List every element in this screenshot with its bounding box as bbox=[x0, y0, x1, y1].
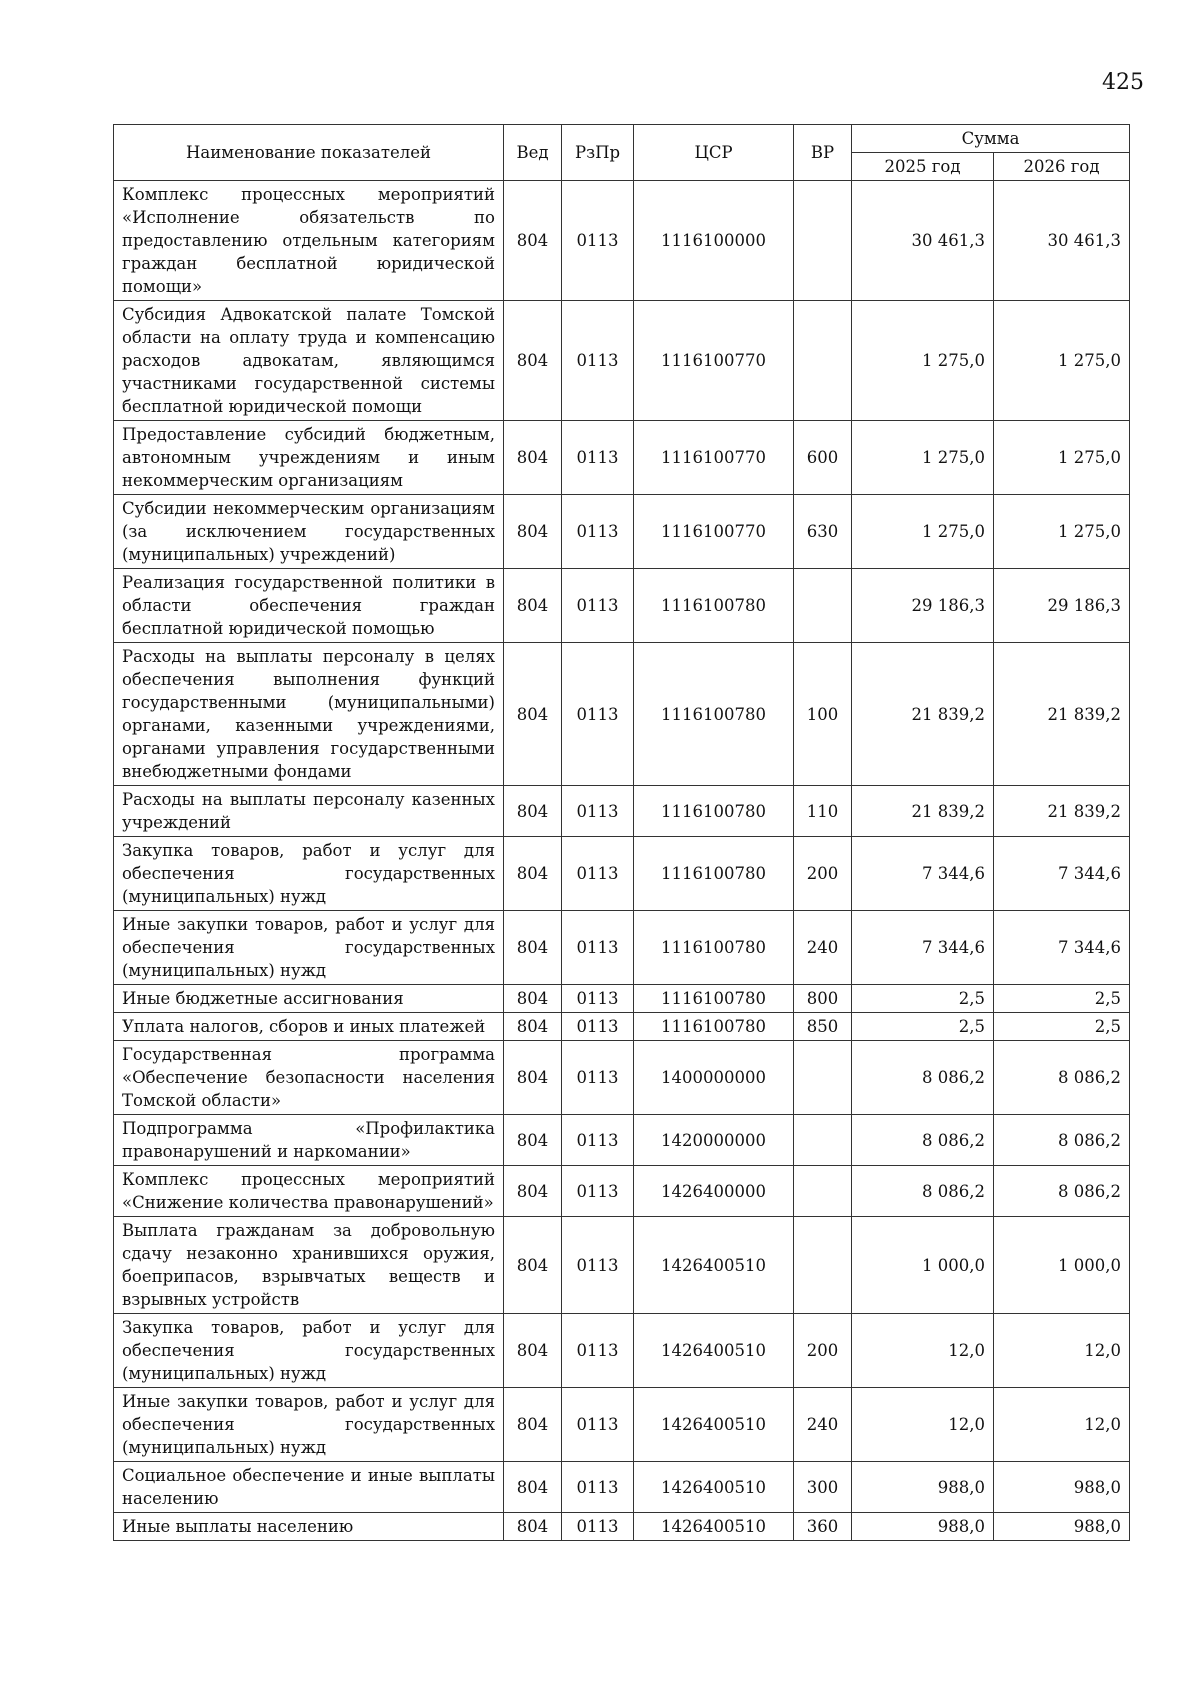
cell-csr: 1116100000 bbox=[634, 181, 794, 301]
cell-rzpr: 0113 bbox=[562, 837, 634, 911]
table-row bbox=[114, 786, 1130, 837]
cell-name: Реализация государственной политики в области обеспечения граждан бесплатной юридической помощью bbox=[114, 569, 504, 643]
cell-y2025: 8 086,2 bbox=[852, 1041, 994, 1115]
header-ved: Вед bbox=[504, 125, 562, 181]
cell-csr: 1116100780 bbox=[634, 643, 794, 786]
table-row bbox=[114, 1388, 1130, 1462]
cell-y2026: 8 086,2 bbox=[994, 1041, 1130, 1115]
cell-y2026: 29 186,3 bbox=[994, 569, 1130, 643]
cell-ved: 804 bbox=[504, 181, 562, 301]
cell-rzpr: 0113 bbox=[562, 301, 634, 421]
header-csr: ЦСР bbox=[634, 125, 794, 181]
cell-y2025: 2,5 bbox=[852, 985, 994, 1013]
table-header bbox=[114, 125, 1130, 181]
cell-name: Закупка товаров, работ и услуг для обеспечения государственных (муниципальных) нужд bbox=[114, 1314, 504, 1388]
cell-csr: 1426400510 bbox=[634, 1388, 794, 1462]
table-body bbox=[114, 181, 1130, 1541]
cell-ved: 804 bbox=[504, 1041, 562, 1115]
table-row bbox=[114, 1314, 1130, 1388]
cell-y2025: 8 086,2 bbox=[852, 1115, 994, 1166]
header-sum: Сумма bbox=[852, 125, 1130, 153]
header-vr: ВР bbox=[794, 125, 852, 181]
cell-csr: 1400000000 bbox=[634, 1041, 794, 1115]
table-row bbox=[114, 421, 1130, 495]
cell-csr: 1426400510 bbox=[634, 1462, 794, 1513]
cell-vr: 200 bbox=[794, 1314, 852, 1388]
cell-rzpr: 0113 bbox=[562, 1013, 634, 1041]
cell-y2025: 7 344,6 bbox=[852, 837, 994, 911]
table-row bbox=[114, 1041, 1130, 1115]
cell-vr: 200 bbox=[794, 837, 852, 911]
cell-name: Государственная программа «Обеспечение безопасности населения Томской области» bbox=[114, 1041, 504, 1115]
cell-name: Подпрограмма «Профилактика правонарушений и наркомании» bbox=[114, 1115, 504, 1166]
cell-y2026: 12,0 bbox=[994, 1388, 1130, 1462]
table-row bbox=[114, 1462, 1130, 1513]
cell-csr: 1116100780 bbox=[634, 985, 794, 1013]
cell-csr: 1116100780 bbox=[634, 911, 794, 985]
cell-y2026: 12,0 bbox=[994, 1314, 1130, 1388]
cell-vr: 800 bbox=[794, 985, 852, 1013]
cell-name: Иные бюджетные ассигнования bbox=[114, 985, 504, 1013]
cell-y2026: 1 000,0 bbox=[994, 1217, 1130, 1314]
cell-y2025: 988,0 bbox=[852, 1462, 994, 1513]
cell-name: Социальное обеспечение и иные выплаты населению bbox=[114, 1462, 504, 1513]
table-row bbox=[114, 495, 1130, 569]
cell-y2025: 2,5 bbox=[852, 1013, 994, 1041]
cell-y2025: 7 344,6 bbox=[852, 911, 994, 985]
cell-ved: 804 bbox=[504, 1513, 562, 1541]
cell-csr: 1116100780 bbox=[634, 786, 794, 837]
table-row bbox=[114, 911, 1130, 985]
cell-rzpr: 0113 bbox=[562, 1115, 634, 1166]
cell-csr: 1116100770 bbox=[634, 495, 794, 569]
cell-rzpr: 0113 bbox=[562, 495, 634, 569]
cell-y2026: 7 344,6 bbox=[994, 837, 1130, 911]
header-rzpr: РзПр bbox=[562, 125, 634, 181]
cell-y2026: 1 275,0 bbox=[994, 421, 1130, 495]
cell-csr: 1116100780 bbox=[634, 1013, 794, 1041]
cell-name: Субсидии некоммерческим организациям (за исключением государственных (муниципальных) учреждений) bbox=[114, 495, 504, 569]
cell-y2025: 29 186,3 bbox=[852, 569, 994, 643]
cell-name: Комплекс процессных мероприятий «Снижение количества правонарушений» bbox=[114, 1166, 504, 1217]
cell-ved: 804 bbox=[504, 643, 562, 786]
cell-y2025: 1 275,0 bbox=[852, 495, 994, 569]
cell-rzpr: 0113 bbox=[562, 1166, 634, 1217]
cell-y2026: 1 275,0 bbox=[994, 495, 1130, 569]
cell-y2025: 21 839,2 bbox=[852, 643, 994, 786]
cell-ved: 804 bbox=[504, 985, 562, 1013]
cell-csr: 1116100780 bbox=[634, 837, 794, 911]
cell-vr: 110 bbox=[794, 786, 852, 837]
table-row bbox=[114, 1013, 1130, 1041]
cell-vr bbox=[794, 181, 852, 301]
cell-y2026: 21 839,2 bbox=[994, 786, 1130, 837]
cell-name: Иные выплаты населению bbox=[114, 1513, 504, 1541]
cell-y2025: 12,0 bbox=[852, 1314, 994, 1388]
cell-y2025: 1 275,0 bbox=[852, 301, 994, 421]
cell-y2026: 2,5 bbox=[994, 1013, 1130, 1041]
cell-vr: 300 bbox=[794, 1462, 852, 1513]
table-row bbox=[114, 301, 1130, 421]
cell-y2026: 2,5 bbox=[994, 985, 1130, 1013]
cell-rzpr: 0113 bbox=[562, 985, 634, 1013]
cell-ved: 804 bbox=[504, 569, 562, 643]
cell-name: Закупка товаров, работ и услуг для обеспечения государственных (муниципальных) нужд bbox=[114, 837, 504, 911]
cell-name: Комплекс процессных мероприятий «Исполнение обязательств по предоставлению отдельным категориям граждан бесплатной юридической помощи» bbox=[114, 181, 504, 301]
cell-name: Выплата гражданам за добровольную сдачу незаконно хранившихся оружия, боеприпасов, взрывчатых веществ и взрывных устройств bbox=[114, 1217, 504, 1314]
header-name: Наименование показателей bbox=[114, 125, 504, 181]
cell-y2025: 12,0 bbox=[852, 1388, 994, 1462]
cell-name: Субсидия Адвокатской палате Томской области на оплату труда и компенсацию расходов адвокатам, являющимся участниками государственной системы бесплатной юридической помощи bbox=[114, 301, 504, 421]
table-row bbox=[114, 1513, 1130, 1541]
cell-y2025: 1 275,0 bbox=[852, 421, 994, 495]
table-row bbox=[114, 837, 1130, 911]
cell-y2026: 7 344,6 bbox=[994, 911, 1130, 985]
cell-rzpr: 0113 bbox=[562, 1513, 634, 1541]
cell-ved: 804 bbox=[504, 1462, 562, 1513]
cell-ved: 804 bbox=[504, 1166, 562, 1217]
page-number: 425 bbox=[1102, 70, 1144, 95]
cell-csr: 1116100780 bbox=[634, 569, 794, 643]
cell-y2026: 21 839,2 bbox=[994, 643, 1130, 786]
cell-y2026: 30 461,3 bbox=[994, 181, 1130, 301]
cell-csr: 1116100770 bbox=[634, 301, 794, 421]
cell-vr: 630 bbox=[794, 495, 852, 569]
cell-name: Иные закупки товаров, работ и услуг для обеспечения государственных (муниципальных) нужд bbox=[114, 911, 504, 985]
cell-y2026: 8 086,2 bbox=[994, 1115, 1130, 1166]
cell-y2026: 1 275,0 bbox=[994, 301, 1130, 421]
cell-ved: 804 bbox=[504, 1217, 562, 1314]
budget-table bbox=[113, 124, 1130, 1541]
cell-ved: 804 bbox=[504, 301, 562, 421]
cell-rzpr: 0113 bbox=[562, 911, 634, 985]
cell-ved: 804 bbox=[504, 1314, 562, 1388]
cell-rzpr: 0113 bbox=[562, 181, 634, 301]
cell-ved: 804 bbox=[504, 786, 562, 837]
cell-ved: 804 bbox=[504, 837, 562, 911]
cell-rzpr: 0113 bbox=[562, 1388, 634, 1462]
cell-vr: 360 bbox=[794, 1513, 852, 1541]
table-row bbox=[114, 569, 1130, 643]
cell-rzpr: 0113 bbox=[562, 786, 634, 837]
cell-vr: 100 bbox=[794, 643, 852, 786]
cell-ved: 804 bbox=[504, 495, 562, 569]
cell-vr: 240 bbox=[794, 1388, 852, 1462]
table-row bbox=[114, 1166, 1130, 1217]
cell-ved: 804 bbox=[504, 911, 562, 985]
cell-name: Расходы на выплаты персоналу казенных учреждений bbox=[114, 786, 504, 837]
cell-vr bbox=[794, 1041, 852, 1115]
cell-vr: 600 bbox=[794, 421, 852, 495]
cell-y2025: 988,0 bbox=[852, 1513, 994, 1541]
cell-rzpr: 0113 bbox=[562, 643, 634, 786]
cell-vr bbox=[794, 1166, 852, 1217]
cell-vr: 850 bbox=[794, 1013, 852, 1041]
cell-y2026: 988,0 bbox=[994, 1513, 1130, 1541]
table-row bbox=[114, 181, 1130, 301]
cell-vr bbox=[794, 569, 852, 643]
cell-csr: 1426400510 bbox=[634, 1513, 794, 1541]
cell-ved: 804 bbox=[504, 421, 562, 495]
cell-vr bbox=[794, 301, 852, 421]
cell-csr: 1116100770 bbox=[634, 421, 794, 495]
cell-rzpr: 0113 bbox=[562, 569, 634, 643]
table-row bbox=[114, 1115, 1130, 1166]
cell-rzpr: 0113 bbox=[562, 1217, 634, 1314]
cell-csr: 1426400510 bbox=[634, 1314, 794, 1388]
cell-rzpr: 0113 bbox=[562, 1041, 634, 1115]
cell-y2025: 1 000,0 bbox=[852, 1217, 994, 1314]
header-year-2025: 2025 год bbox=[852, 153, 994, 181]
cell-rzpr: 0113 bbox=[562, 421, 634, 495]
cell-csr: 1426400510 bbox=[634, 1217, 794, 1314]
cell-name: Предоставление субсидий бюджетным, автономным учреждениям и иным некоммерческим организациям bbox=[114, 421, 504, 495]
cell-y2025: 8 086,2 bbox=[852, 1166, 994, 1217]
cell-y2026: 8 086,2 bbox=[994, 1166, 1130, 1217]
table-row bbox=[114, 643, 1130, 786]
cell-rzpr: 0113 bbox=[562, 1314, 634, 1388]
cell-rzpr: 0113 bbox=[562, 1462, 634, 1513]
cell-name: Расходы на выплаты персоналу в целях обеспечения выполнения функций государственными (муниципальными) органами, казенными учреждениями, органами управления государственными внебюджетными фондами bbox=[114, 643, 504, 786]
cell-ved: 804 bbox=[504, 1388, 562, 1462]
cell-ved: 804 bbox=[504, 1115, 562, 1166]
cell-y2025: 30 461,3 bbox=[852, 181, 994, 301]
cell-ved: 804 bbox=[504, 1013, 562, 1041]
table-row bbox=[114, 1217, 1130, 1314]
cell-y2025: 21 839,2 bbox=[852, 786, 994, 837]
cell-csr: 1426400000 bbox=[634, 1166, 794, 1217]
table-row bbox=[114, 985, 1130, 1013]
cell-name: Уплата налогов, сборов и иных платежей bbox=[114, 1013, 504, 1041]
cell-csr: 1420000000 bbox=[634, 1115, 794, 1166]
cell-vr bbox=[794, 1217, 852, 1314]
cell-y2026: 988,0 bbox=[994, 1462, 1130, 1513]
cell-vr bbox=[794, 1115, 852, 1166]
cell-name: Иные закупки товаров, работ и услуг для обеспечения государственных (муниципальных) нужд bbox=[114, 1388, 504, 1462]
header-year-2026: 2026 год bbox=[994, 153, 1130, 181]
cell-vr: 240 bbox=[794, 911, 852, 985]
